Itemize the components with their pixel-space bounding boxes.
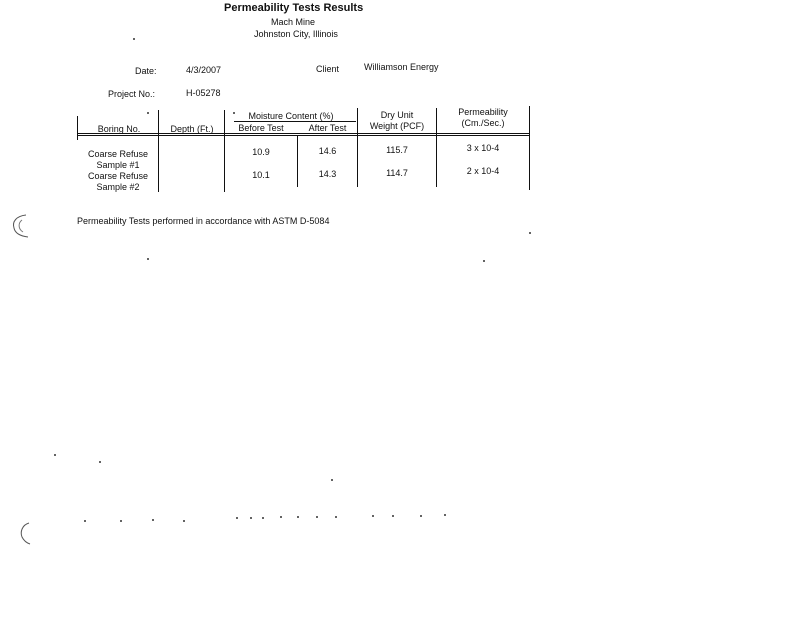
row1-boring-line2: Sample #1 [96, 160, 140, 170]
astm-footnote: Permeability Tests performed in accordance with ASTM D-5084 [77, 216, 330, 226]
site-location: Johnston City, Illinois [254, 29, 338, 39]
scan-speck [147, 112, 149, 114]
scan-speck [280, 516, 282, 518]
scan-speck [183, 520, 185, 522]
punch-hole-mark-icon [14, 520, 34, 546]
header-after-test: After Test [308, 123, 347, 133]
scan-speck [483, 260, 485, 262]
project-value: H-05278 [186, 88, 221, 98]
date-label: Date: [135, 66, 157, 76]
punch-hole-mark-icon [6, 212, 32, 240]
scan-speck [335, 516, 337, 518]
row2-after: 14.3 [318, 169, 337, 179]
header-before-test: Before Test [238, 123, 284, 133]
scan-speck [331, 479, 333, 481]
header-dry-unit-2: Weight (PCF) [369, 121, 425, 131]
scan-speck [233, 112, 235, 114]
client-value: Williamson Energy [364, 62, 439, 72]
scan-speck [236, 517, 238, 519]
scan-speck [529, 232, 531, 234]
row1-after: 14.6 [318, 146, 337, 156]
row1-before: 10.9 [252, 147, 270, 157]
scan-speck [54, 454, 56, 456]
scan-speck [420, 515, 422, 517]
header-boring-no: Boring No. [97, 124, 141, 134]
row1-boring-line1: Coarse Refuse [87, 149, 149, 159]
scan-speck [133, 38, 135, 40]
row2-dry-unit: 114.7 [386, 168, 408, 178]
project-label: Project No.: [108, 89, 156, 99]
table-rule [77, 116, 78, 140]
row1-dry-unit: 115.7 [386, 145, 408, 155]
scan-speck [120, 520, 122, 522]
table-rule [158, 140, 159, 192]
row1-permeability: 3 x 10-4 [466, 143, 500, 153]
scan-speck [250, 517, 252, 519]
scan-speck [297, 516, 299, 518]
header-dry-unit-1: Dry Unit [380, 110, 414, 120]
header-permeability-1: Permeability [458, 107, 508, 117]
row2-boring-line1: Coarse Refuse [87, 171, 149, 181]
header-depth: Depth (Ft.) [170, 124, 214, 134]
header-moisture-content: Moisture Content (%) [248, 111, 334, 121]
date-value: 4/3/2007 [186, 65, 222, 75]
client-label: Client [316, 64, 340, 74]
scan-speck [392, 515, 394, 517]
scan-speck [147, 258, 149, 260]
scan-speck [99, 461, 101, 463]
table-rule [77, 135, 530, 136]
row2-permeability: 2 x 10-4 [466, 166, 500, 176]
row2-before: 10.1 [252, 170, 270, 180]
scan-speck [84, 520, 86, 522]
scan-speck [372, 515, 374, 517]
scan-speck [262, 517, 264, 519]
table-rule [529, 140, 530, 190]
row2-boring-line2: Sample #2 [96, 182, 140, 192]
header-permeability-2: (Cm./Sec.) [461, 118, 505, 128]
scan-speck [444, 514, 446, 516]
scan-speck [316, 516, 318, 518]
scan-speck [152, 519, 154, 521]
site-name: Mach Mine [271, 17, 316, 27]
page-title: Permeability Tests Results [224, 2, 364, 14]
table-rule [234, 121, 356, 122]
